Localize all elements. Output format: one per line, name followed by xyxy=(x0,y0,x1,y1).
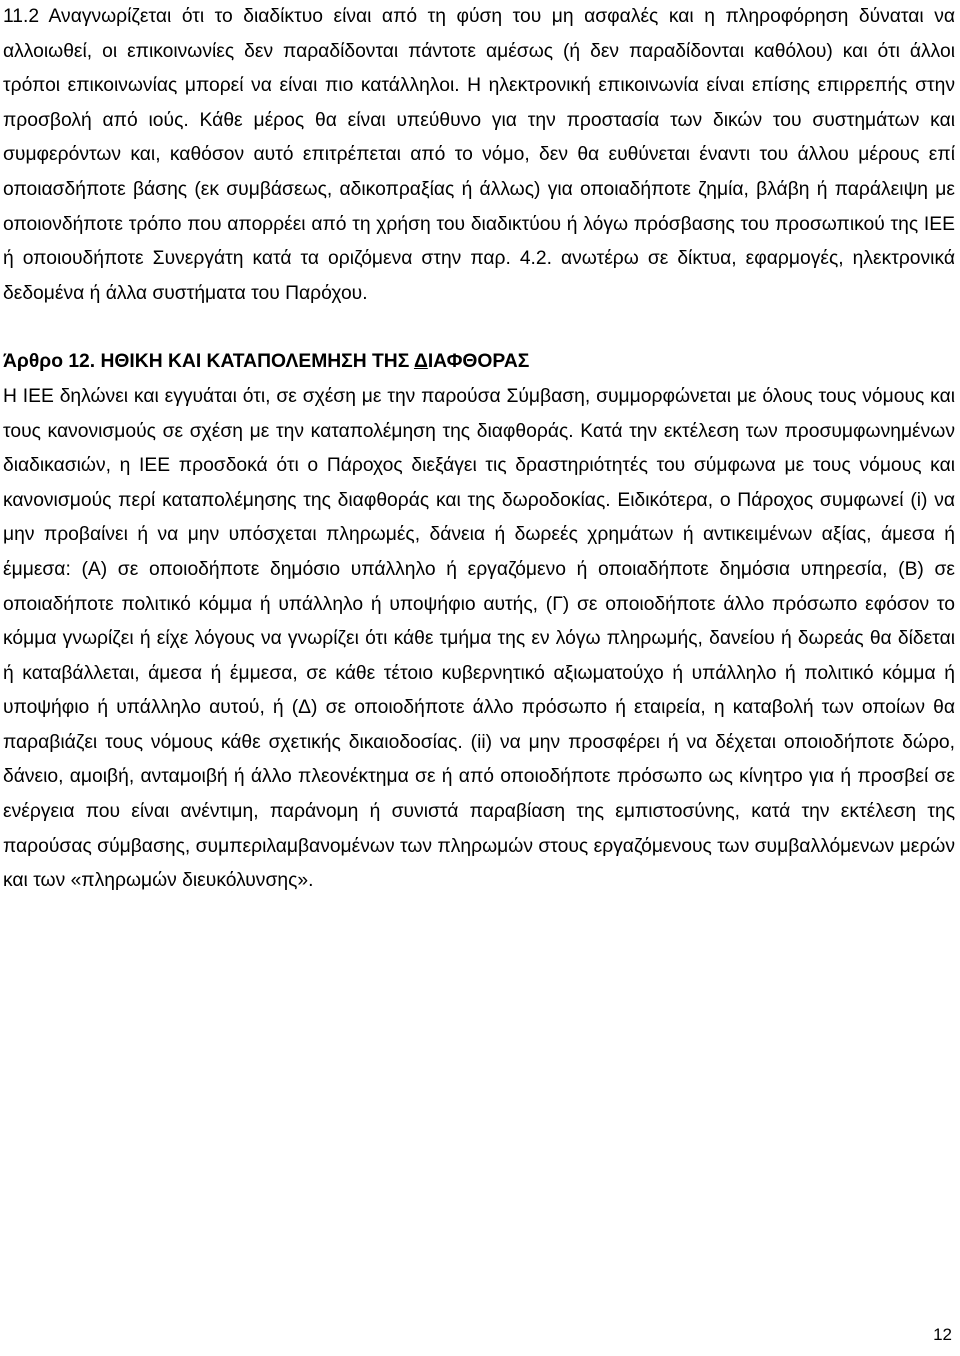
paragraph-11-2: 11.2 Αναγνωρίζεται ότι το διαδίκτυο είναι από τη φύση του μη ασφαλές και η πληροφόρηση δύναται να αλλοιωθεί, οι επικοινωνίες δεν παραδίδονται πάντοτε αμέσως (ή δεν παραδίδονται καθόλου) και ότι άλλοι τρόποι επικοινωνίας μπορεί να είναι πιο κατάλληλοι. Η ηλεκτρονική επικοινωνία είναι επίσης επιρρεπής στην προσβολή από ιούς. Κάθε μέρος θα είναι υπεύθυνο για την προστασία των δικών του συστημάτων και συμφερόντων και, καθόσον αυτό επιτρέπεται από το νόμο, δεν θα ευθύνεται έναντι του άλλου μέρους επί οποιασδήποτε βάσης (εκ συμβάσεως, αδικοπραξίας ή άλλως) για οποιαδήποτε ζημία, βλάβη ή παράλειψη με οποιονδήποτε τρόπο που απορρέει από τη χρήση του διαδικτύου ή λόγω πρόσβασης του προσωπικού της ΙΕΕ ή οποιουδήποτε Συνεργάτη κατά τα οριζόμενα στην παρ. 4.2. ανωτέρω σε δίκτυα, εφαρμογές, ηλεκτρονικά δεδομένα ή άλλα συστήματα του Παρόχου. xyxy=(3,6,955,304)
article-12-heading xyxy=(3,345,955,380)
document-page xyxy=(3,0,955,899)
heading-underlined-letter: Δ xyxy=(413,351,428,373)
page-number: 12 xyxy=(933,1325,952,1344)
paragraph-article-12: Η ΙΕΕ δηλώνει και εγγυάται ότι, σε σχέση με την παρούσα Σύμβαση, συμμορφώνεται με όλους τους νόμους και τους κανονισμούς σε σχέση με την καταπολέμηση της διαφθοράς. Κατά την εκτέλεση των προσυμφωνημένων διαδικασιών, η ΙΕΕ προσδοκά ότι ο Πάροχος διεξάγει τις δραστηριότητές του σύμφωνα με τους νόμους και κανονισμούς περί καταπολέμησης της διαφθοράς και της δωροδοκίας. Ειδικότερα, ο Πάροχος συμφωνεί (i) να μην προβαίνει ή να μην υπόσχεται πληρωμές, δάνεια ή δωρεές χρημάτων ή αντικειμένων αξίας, άμεσα ή έμμεσα: (Α) σε οποιοδήποτε δημόσιο υπάλληλο ή εργαζόμενο ή οποιαδήποτε δημόσια υπηρεσία, (Β) σε οποιαδήποτε πολιτικό κόμμα ή υπάλληλο ή υποψήφιο αυτής, (Γ) σε οποιοδήποτε άλλο πρόσωπο εφόσον το κόμμα γνωρίζει ή είχε λόγους να γνωρίζει ότι κάθε τμήμα της εν λόγω πληρωμής, δανείου ή δωρεάς θα δίδεται ή καταβάλλεται, άμεσα ή έμμεσα, σε κάθε τέτοιο κυβερνητικό αξιωματούχο ή υπάλληλο ή πολιτικό κόμμα ή υποψήφιο ή υπάλληλο αυτού, ή (Δ) σε οποιοδήποτε άλλο πρόσωπο ή εταιρεία, η καταβολή των οποίων θα παραβιάζει τους νόμους κάθε σχετικής δικαιοδοσίας. (ii) να μην προσφέρει ή να δέχεται οποιοδήποτε δώρο, δάνειο, αμοιβή, ανταμοιβή ή άλλο πλεονέκτημα σε ή από οποιοδήποτε πρόσωπο ως κίνητρο για ή προσβεί σε ενέργεια που είναι ανέντιμη, παράνομη ή συνιστά παραβίαση της εμπιστοσύνης, κατά την εκτέλεση της παρούσας σύμβασης, συμπεριλαμβανομένων των πληρωμών στους εργαζόμενους των συμβαλλόμενων μερών και των «πληρωμών διευκόλυνσης». xyxy=(3,385,955,892)
heading-text: Άρθρο 12. ΗΘΙΚΗ ΚΑΙ ΚΑΤΑΠΟΛΕΜΗΣΗ ΤΗΣ xyxy=(3,351,414,373)
heading-text-end: ΙΑΦΘΟΡΑΣ xyxy=(427,351,530,373)
paragraph-spacer xyxy=(3,311,955,345)
